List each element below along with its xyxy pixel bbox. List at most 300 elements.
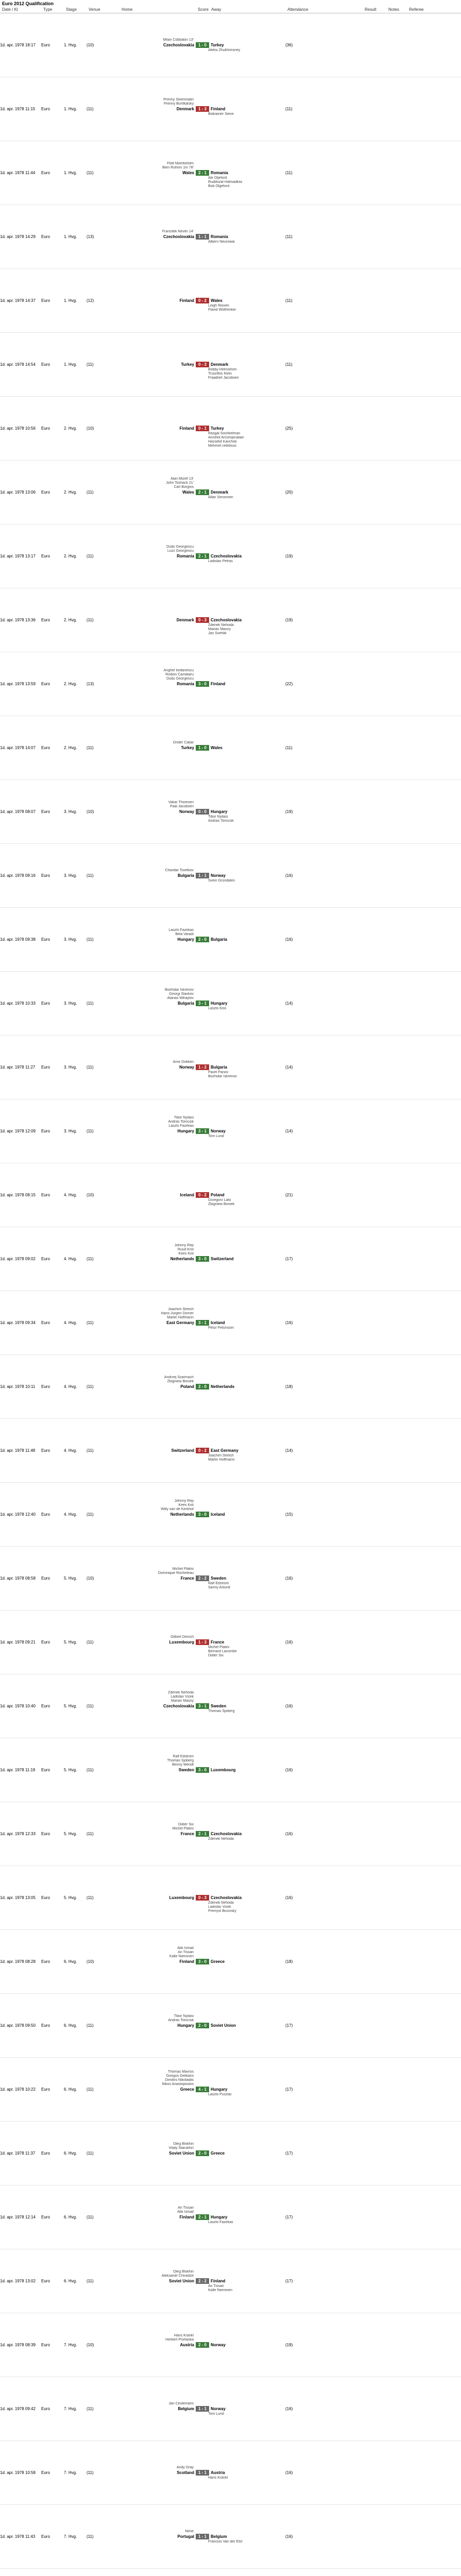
score: 1 - 0 (196, 42, 209, 48)
match-type: Euro (41, 1384, 50, 1389)
score-line (0, 809, 461, 815)
attendance: (16) (285, 2470, 293, 2475)
attendance: (16) (285, 1640, 293, 1645)
away-team: Greece (211, 1959, 225, 1964)
home-team: Czechoslovakia (163, 1704, 194, 1708)
match-stage: 1. Hvg. (64, 43, 77, 47)
scorer-name: Bozhidar Iskrenov (164, 988, 194, 992)
away-scorers (208, 2476, 284, 2480)
match-date: 1d. apr. 1978 11:44 (0, 171, 36, 175)
match-date: 1d. apr. 1978 18:17 (0, 43, 36, 47)
scorer-name: Ralf Edstrom (173, 1755, 194, 1758)
match-row (0, 2058, 461, 2122)
attendance: (22) (285, 682, 293, 686)
score-line (0, 1128, 461, 1134)
match-row (0, 141, 461, 205)
scorer-name: Premysl Bicovsky (208, 1909, 236, 1913)
match-type: Euro (41, 873, 50, 878)
scorer-name: Nene (185, 2530, 194, 2533)
away-team: Iceland (211, 1320, 225, 1325)
match-stage: 4. Hvg. (64, 1257, 77, 1261)
page-title: Euro 2012 Qualification (2, 1, 54, 6)
attendance: (16) (285, 1576, 293, 1581)
match-date: 1d. apr. 1978 09:21 (0, 1640, 36, 1645)
match-stage: 4. Hvg. (64, 1320, 77, 1325)
match-row (0, 1802, 461, 1866)
attendance: (16) (285, 1704, 293, 1708)
away-team: Iceland (211, 1512, 225, 1517)
match-stage: 7. Hvg. (64, 2406, 77, 2411)
home-team: Hungary (177, 2023, 194, 2028)
match-type: Euro (41, 2343, 50, 2347)
attendance: (36) (285, 43, 293, 47)
scorer-name: Jan Ceulemans (168, 2402, 194, 2405)
match-date: 1d. apr. 1978 12:33 (0, 1832, 36, 1836)
score: 2 - 2 (196, 2278, 209, 2284)
home-team: Poland (180, 1384, 194, 1389)
score-line (0, 1575, 461, 1581)
score-line (0, 2214, 461, 2220)
scorer-name: Andy Gray (176, 2466, 194, 2469)
scorer-name: Zdenek Nehoda (168, 1691, 194, 1694)
score-line (0, 2087, 461, 2092)
away-scorers (208, 1901, 284, 1913)
match-type: Euro (41, 2534, 50, 2539)
score: 1 - 1 (196, 234, 209, 240)
scorer-name: Joachim Streich (168, 1308, 194, 1311)
score-line (0, 170, 461, 176)
away-scorers (208, 112, 284, 116)
home-team: East Germany (166, 1320, 194, 1325)
scorer-name: Carl Borgins (174, 485, 194, 489)
scorer-name: Dominique Rocheteau (158, 1571, 194, 1575)
match-stage: 3. Hvg. (64, 809, 77, 814)
away-team: Finland (211, 107, 226, 111)
home-team: Denmark (176, 618, 194, 622)
scorer-name: Zbigniew Boniek (208, 1202, 235, 1206)
match-date: 1d. apr. 1978 14:37 (0, 298, 36, 303)
match-date: 1d. apr. 1978 09:42 (0, 2406, 36, 2411)
match-stage: 2. Hvg. (64, 554, 77, 558)
scorer-name: Thomas Sjoberg (208, 1709, 235, 1713)
match-date: 1d. apr. 1978 08:15 (0, 1193, 36, 1197)
attendance: (16) (285, 2534, 293, 2539)
scorer-name: Thomas Mavros (167, 2070, 194, 2074)
match-row (0, 2313, 461, 2377)
away-team: Norway (211, 2343, 226, 2347)
home-scorers (119, 1308, 194, 1320)
away-scorers (208, 879, 284, 883)
scorer-name: Giorgos Delikaris (166, 2074, 194, 2078)
scorer-name: Michel Platini (208, 1646, 230, 1649)
match-type: Euro (41, 107, 50, 111)
scorer-name: Sanny Aslund (208, 1586, 230, 1589)
scorer-name: Ruud Krol (177, 1248, 194, 1251)
scorer-name: Ladislav Vizek (208, 1905, 231, 1909)
score-line (0, 1703, 461, 1709)
match-type: Euro (41, 554, 50, 558)
match-stage: 4. Hvg. (64, 1512, 77, 1517)
match-venue: (11) (87, 1832, 94, 1836)
scorer-name: Bozhidar Iskrenov (208, 1075, 237, 1078)
away-scorers (208, 1646, 284, 1658)
match-date: 1d. apr. 1978 13:06 (0, 490, 36, 495)
scorer-name: Milan Cobbalov 13' (163, 38, 194, 42)
match-row (0, 13, 461, 77)
match-row (0, 972, 461, 1036)
scorer-name: Leigh Rioven (208, 304, 229, 308)
match-row (0, 397, 461, 461)
home-team: Finland (179, 1959, 194, 1964)
scorer-name: Ari Tissari (178, 1951, 194, 1954)
column-header: Score (198, 7, 209, 12)
away-scorers (208, 560, 284, 564)
home-scorers (119, 801, 194, 809)
score: 0 - 3 (196, 1895, 209, 1901)
score-line (0, 1959, 461, 1964)
match-venue: (12) (87, 298, 94, 303)
attendance: (19) (285, 554, 293, 558)
away-team: Czechoslovakia (211, 618, 242, 622)
match-type: Euro (41, 43, 50, 47)
scorer-name: Aleksandr Chivadze (161, 2274, 194, 2278)
match-stage: 1. Hvg. (64, 234, 77, 239)
match-row (0, 1674, 461, 1738)
away-scorers (208, 304, 284, 312)
score: 3 - 1 (196, 1001, 209, 1006)
match-venue: (11) (87, 1768, 94, 1772)
match-venue: (10) (87, 43, 94, 47)
score-line (0, 426, 461, 431)
match-venue: (13) (87, 682, 94, 686)
attendance: (16) (285, 1832, 293, 1836)
match-stage: 6. Hvg. (64, 2279, 77, 2283)
match-stage: 6. Hvg. (64, 2087, 77, 2092)
away-team: Bulgaria (211, 937, 228, 942)
scorer-name: Andras Torocsik (168, 2019, 194, 2022)
away-team: France (211, 1640, 225, 1645)
scorer-name: Alir Oljeford (208, 176, 227, 180)
score-line (0, 1001, 461, 1006)
home-scorers (119, 1946, 194, 1959)
away-scorers (208, 1837, 284, 1841)
match-list (0, 13, 461, 2576)
match-stage: 3. Hvg. (64, 1065, 77, 1070)
scorer-name: Andras Torocsik (208, 819, 234, 823)
match-type: Euro (41, 618, 50, 622)
away-scorers (208, 2221, 284, 2225)
scorer-name: Hans-Jurgen Dorner (161, 1312, 194, 1315)
attendance: (11) (285, 362, 293, 367)
scorer-name: Martin Hoffmann (208, 1458, 235, 1462)
match-date: 1d. apr. 1978 11:19 (0, 1768, 36, 1772)
away-team: Wales (211, 745, 223, 750)
scorer-name: Rodion Camataru (165, 673, 194, 676)
score-line (0, 1448, 461, 1453)
match-venue: (10) (87, 1193, 94, 1197)
match-row (0, 1355, 461, 1419)
match-row (0, 1611, 461, 1674)
match-type: Euro (41, 745, 50, 750)
away-team: Austria (211, 2470, 225, 2475)
match-type: Euro (41, 490, 50, 495)
scorer-name: Prenny Seienmalin (163, 98, 194, 101)
home-team: Luxembourg (169, 1895, 194, 1900)
scorer-name: Thomas Sjoberg (167, 1759, 194, 1762)
match-date: 1d. apr. 1978 08:58 (0, 1576, 36, 1581)
away-team: Norway (211, 2406, 226, 2411)
attendance: (21) (285, 1193, 293, 1197)
home-team: Finland (179, 2215, 194, 2219)
score: 2 - 1 (196, 553, 209, 559)
home-team: Greece (180, 2087, 194, 2092)
match-venue: (10) (87, 1576, 94, 1581)
attendance: (14) (285, 1001, 293, 1006)
match-type: Euro (41, 2406, 50, 2411)
away-scorers (208, 240, 284, 244)
home-team: Norway (179, 809, 194, 814)
score-line (0, 2470, 461, 2476)
score-line (0, 617, 461, 623)
attendance: (16) (285, 2406, 293, 2411)
match-row (0, 333, 461, 397)
home-team: Bulgaria (177, 1001, 194, 1006)
match-venue: (11) (87, 2151, 94, 2156)
match-date: 1d. apr. 1978 13:36 (0, 618, 36, 622)
match-date: 1d. apr. 1978 14:54 (0, 362, 36, 367)
match-row (0, 2185, 461, 2249)
column-header: Home (122, 7, 133, 12)
match-stage: 3. Hvg. (64, 1001, 77, 1006)
scorer-name: Francois Van der Elst (208, 2540, 243, 2544)
match-date: 1d. apr. 1978 08:28 (0, 1959, 36, 1964)
match-row (0, 1291, 461, 1355)
scorer-name: Gilbert Dresch (170, 1635, 194, 1639)
away-team: Hungary (211, 1001, 228, 1006)
home-scorers (119, 1567, 194, 1575)
scorer-name: Flavid Wolfrenker (208, 308, 236, 312)
home-team: Hungary (177, 1129, 194, 1133)
scorer-name: Atik Ismail (177, 2210, 194, 2214)
away-team: Denmark (211, 490, 229, 495)
column-header: Date / Kl (2, 7, 18, 12)
home-scorers (119, 2334, 194, 2342)
attendance: (20) (285, 490, 293, 495)
away-scorers (208, 1071, 284, 1079)
column-header: Type (43, 7, 53, 12)
scorer-name: Nikos Anastopoulos (162, 2082, 194, 2086)
scorer-name: Laszlo Fazekas (208, 2221, 233, 2224)
score: 0 - 0 (196, 809, 209, 815)
score: 3 - 1 (196, 1703, 209, 1709)
score-line (0, 2406, 461, 2412)
home-scorers (119, 2014, 194, 2023)
match-stage: 5. Hvg. (64, 1832, 77, 1836)
away-team: Hungary (211, 2087, 228, 2092)
away-team: Soviet Union (211, 2023, 236, 2028)
match-row (0, 1419, 461, 1483)
scorer-name: Kees Kist (178, 1503, 194, 1507)
away-team: Sweden (211, 1576, 227, 1581)
scorer-name: Bob Olgeford (208, 184, 230, 188)
score-line (0, 1320, 461, 1326)
attendance: (17) (285, 2151, 293, 2156)
attendance: (17) (285, 2215, 293, 2219)
match-venue: (11) (87, 2534, 94, 2539)
scorer-name: Fraadriel Jacobsen (208, 376, 239, 380)
home-scorers (119, 98, 194, 106)
match-stage: 6. Hvg. (64, 1959, 77, 1964)
away-team: Bulgaria (211, 1065, 228, 1070)
match-venue: (11) (87, 1001, 94, 1006)
away-scorers (208, 432, 284, 448)
away-team: Switzerland (211, 1257, 234, 1261)
away-team: East Germany (211, 1448, 238, 1453)
score-line (0, 2023, 461, 2028)
score: 2 - 1 (196, 1831, 209, 1837)
home-team: Luxembourg (169, 1640, 194, 1645)
score: 1 - 3 (196, 106, 209, 112)
home-scorers (119, 669, 194, 681)
scorer-name: Hans Krankl (174, 2334, 194, 2337)
score: 2 - 0 (196, 2150, 209, 2156)
scorer-name: Grzegorz Lato (208, 1198, 231, 1202)
scorer-name: Bernard Lacombe (208, 1650, 237, 1653)
score: 4 - 1 (196, 2087, 209, 2092)
score-line (0, 298, 461, 303)
away-team: Romania (211, 171, 228, 175)
scorer-name: Laszlo Fazekas (168, 1124, 194, 1128)
score: 2 - 2 (196, 1575, 209, 1581)
match-stage: 2. Hvg. (64, 426, 77, 431)
match-date: 1d. apr. 1978 10:56 (0, 426, 36, 431)
home-team: Austria (180, 2343, 194, 2347)
away-scorers (208, 815, 284, 823)
scorer-name: Chavdar Tsvetkov (165, 869, 194, 872)
away-team: Norway (211, 873, 226, 878)
match-type: Euro (41, 171, 50, 175)
match-row (0, 2377, 461, 2441)
attendance: (18) (285, 1959, 293, 1964)
score-line (0, 1192, 461, 1198)
match-type: Euro (41, 1576, 50, 1581)
scorer-name: Martin Hoffmann (167, 1316, 194, 1319)
home-scorers (119, 1376, 194, 1384)
away-team: Hungary (211, 809, 228, 814)
attendance: (16) (285, 937, 293, 942)
home-scorers (119, 928, 194, 937)
column-header: Referee (409, 7, 424, 12)
away-scorers (208, 2284, 284, 2293)
column-header: Venue (89, 7, 100, 12)
match-stage: 3. Hvg. (64, 1129, 77, 1133)
scorer-name: Oleg Blokhin (173, 2142, 194, 2146)
score: 3 - 0 (196, 1256, 209, 1262)
match-venue: (10) (87, 809, 94, 814)
attendance: (16) (285, 873, 293, 878)
score: 1 - 1 (196, 2470, 209, 2476)
home-team: Sweden (178, 1768, 194, 1772)
column-header: Result (365, 7, 377, 12)
match-venue: (11) (87, 107, 94, 111)
match-row (0, 1036, 461, 1099)
match-stage: 2. Hvg. (64, 745, 77, 750)
home-team: Scotland (177, 2470, 194, 2475)
match-row (0, 1994, 461, 2058)
away-team: Poland (211, 1193, 225, 1197)
match-type: Euro (41, 1832, 50, 1836)
scorer-name: Michel Platini (172, 1827, 194, 1831)
scorer-name: Laszlo Fazekas (168, 928, 194, 932)
match-row (0, 1738, 461, 1802)
score-line (0, 1831, 461, 1837)
home-scorers (119, 2530, 194, 2534)
scorer-name: Hans Krankl (208, 2476, 228, 2480)
home-team: Turkey (181, 362, 194, 367)
match-row (0, 652, 461, 716)
match-row (0, 780, 461, 844)
match-stage: 7. Hvg. (64, 2343, 77, 2347)
away-team: Finland (211, 682, 226, 686)
away-scorers (208, 1454, 284, 1462)
match-venue: (11) (87, 1895, 94, 1900)
column-header: Away (211, 7, 221, 12)
score-line (0, 2150, 461, 2156)
match-date: 1d. apr. 1978 12:40 (0, 1512, 36, 1517)
home-scorers (119, 1635, 194, 1639)
match-venue: (11) (87, 1640, 94, 1645)
match-stage: 1. Hvg. (64, 171, 77, 175)
match-row (0, 1163, 461, 1227)
away-scorers (208, 1326, 284, 1330)
scorer-name: Rasgal Sochkelman (208, 432, 241, 435)
match-stage: 1. Hvg. (64, 298, 77, 303)
column-header: Notes (388, 7, 399, 12)
attendance: (16) (285, 1320, 293, 1325)
scorer-name: Dimitris Nikolaidis (165, 2078, 194, 2082)
score: 2 - 1 (196, 489, 209, 495)
scorer-name: Anghel Iordanescu (163, 669, 194, 672)
match-type: Euro (41, 1895, 50, 1900)
score-line (0, 362, 461, 367)
home-scorers (119, 2466, 194, 2470)
match-date: 1d. apr. 1978 11:48 (0, 1448, 36, 1453)
away-team: Sweden (211, 1704, 227, 1708)
match-venue: (11) (87, 1448, 94, 1453)
away-team: Czechoslovakia (211, 1895, 242, 1900)
attendance: (16) (285, 1895, 293, 1900)
score: 1 - 0 (196, 745, 209, 751)
home-scorers (119, 38, 194, 42)
match-venue: (11) (87, 2023, 94, 2028)
scorer-name: Didier Six (208, 1654, 224, 1657)
away-team: Turkey (211, 426, 224, 431)
match-venue: (10) (87, 2343, 94, 2347)
match-stage: 2. Hvg. (64, 682, 77, 686)
score: 3 - 0 (196, 1512, 209, 1517)
home-team: Finland (179, 298, 194, 303)
scorer-name: Andras Torocsik (168, 1120, 194, 1124)
match-stage: 4. Hvg. (64, 1448, 77, 1453)
score-line (0, 1384, 461, 1389)
match-date: 1d. apr. 1978 13:17 (0, 554, 36, 558)
attendance: (11) (285, 171, 293, 175)
match-type: Euro (41, 937, 50, 942)
score-line (0, 1064, 461, 1070)
away-team: Czechoslovakia (211, 554, 242, 558)
scorer-name: Zdenek Nehoda (208, 623, 234, 627)
scorer-name: Ralf Edstrom (208, 1582, 229, 1585)
